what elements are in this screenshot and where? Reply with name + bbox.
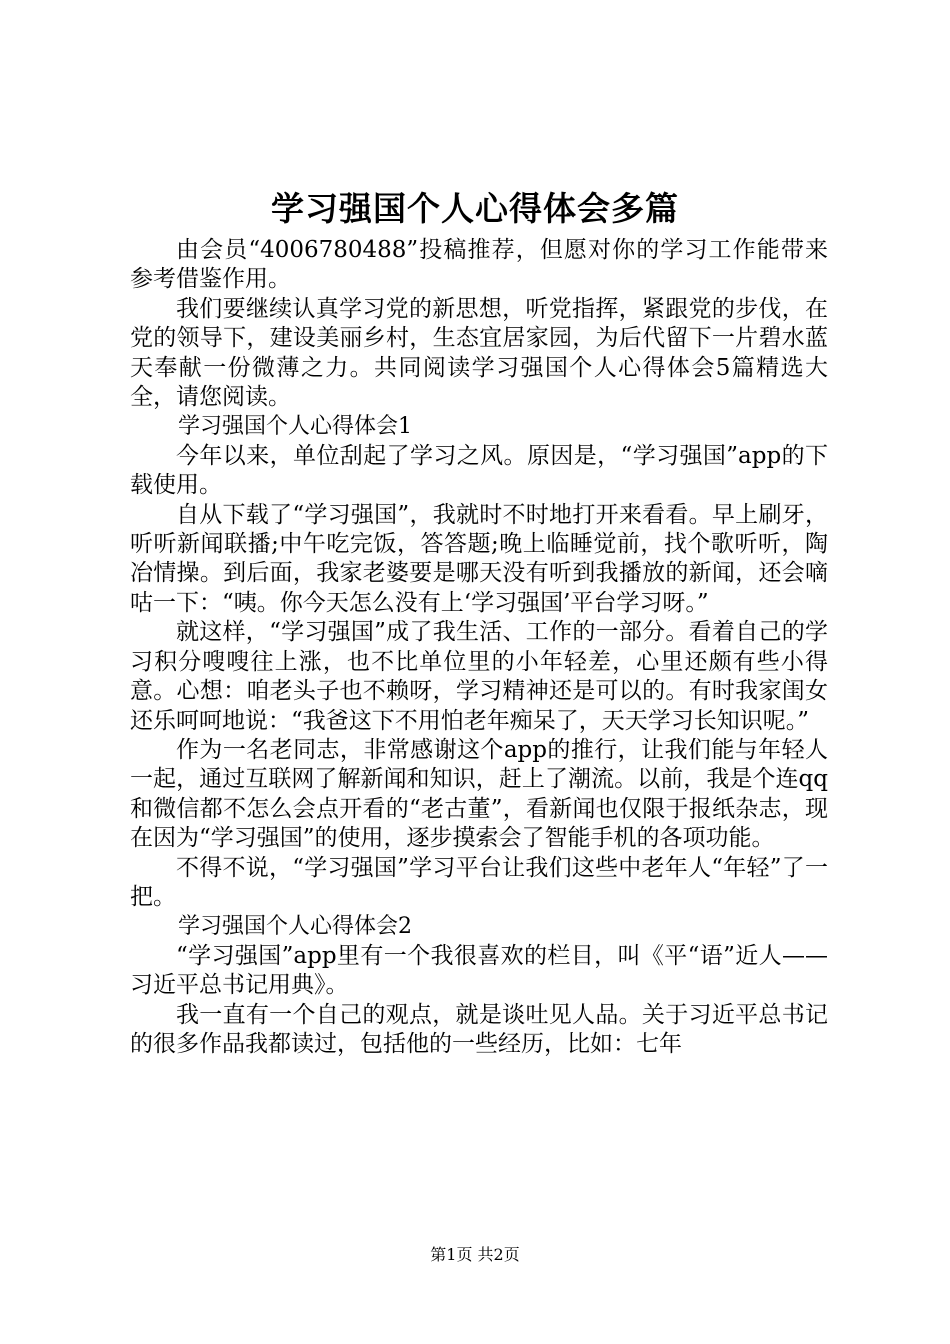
section-paragraph: 就这样，“学习强国”成了我生活、工作的一部分。看着自己的学习积分嗖嗖往上涨，也不比单位里的小年轻差，心里还颇有些小得意。心想：咱老头子也不赖呀，学习精神还是可以的。有时我家闺女还乐呵呵地说：“我爸这下不用怕老年痴呆了，天天学习长知识呢。” (130, 619, 828, 734)
section-paragraph: 今年以来，单位刮起了学习之风。原因是，“学习强国”app的下载使用。 (130, 442, 828, 499)
intro-paragraph: 由会员“4006780488”投稿推荐，但愿对你的学习工作能带来参考借鉴作用。 (130, 237, 828, 293)
section-paragraph: 我一直有一个自己的观点，就是谈吐见人品。关于习近平总书记的很多作品我都读过，包括他的一些经历，比如：七年 (130, 1001, 828, 1057)
section-paragraph: 不得不说，“学习强国”学习平台让我们这些中老年人“年轻”了一把。 (130, 854, 828, 910)
section-paragraph: 作为一名老同志，非常感谢这个app的推行，让我们能与年轻人一起，通过互联网了解新闻和知识，赶上了潮流。以前，我是个连qq和微信都不怎么会点开看的“老古董”，看新闻也仅限于报纸杂志，现在因为“学习强国”的使用，逐步摸索会了智能手机的各项功能。 (130, 736, 828, 852)
section-heading: 学习强国个人心得体会1 (178, 414, 412, 440)
section-heading: 学习强国个人心得体会2 (178, 914, 412, 940)
section-paragraph: “学习强国”app里有一个我很喜欢的栏目，叫《平“语”近人——习近平总书记用典》。 (130, 942, 828, 999)
intro-paragraph: 我们要继续认真学习党的新思想，听党指挥，紧跟党的步伐，在党的领导下，建设美丽乡村，生态宜居家园，为后代留下一片碧水蓝天奉献一份微薄之力。共同阅读学习强国个人心得体会5篇精选大全，请您阅读。 (130, 295, 828, 411)
document-body (130, 236, 828, 1059)
document-title: 学习强国个人心得体会多篇 (271, 189, 679, 228)
section-paragraph: 自从下载了“学习强国”，我就时不时地打开来看看。早上刷牙，听听新闻联播;中午吃完饭，答答题;晚上临睡觉前，找个歌听听，陶冶情操。到后面，我家老婆要是哪天没有听到我播放的新闻，还会嘀咕一下：“咦。你今天怎么没有上‘学习强国’平台学习呀。” (130, 501, 828, 616)
page-number: 第1页 共2页 (430, 1245, 520, 1264)
